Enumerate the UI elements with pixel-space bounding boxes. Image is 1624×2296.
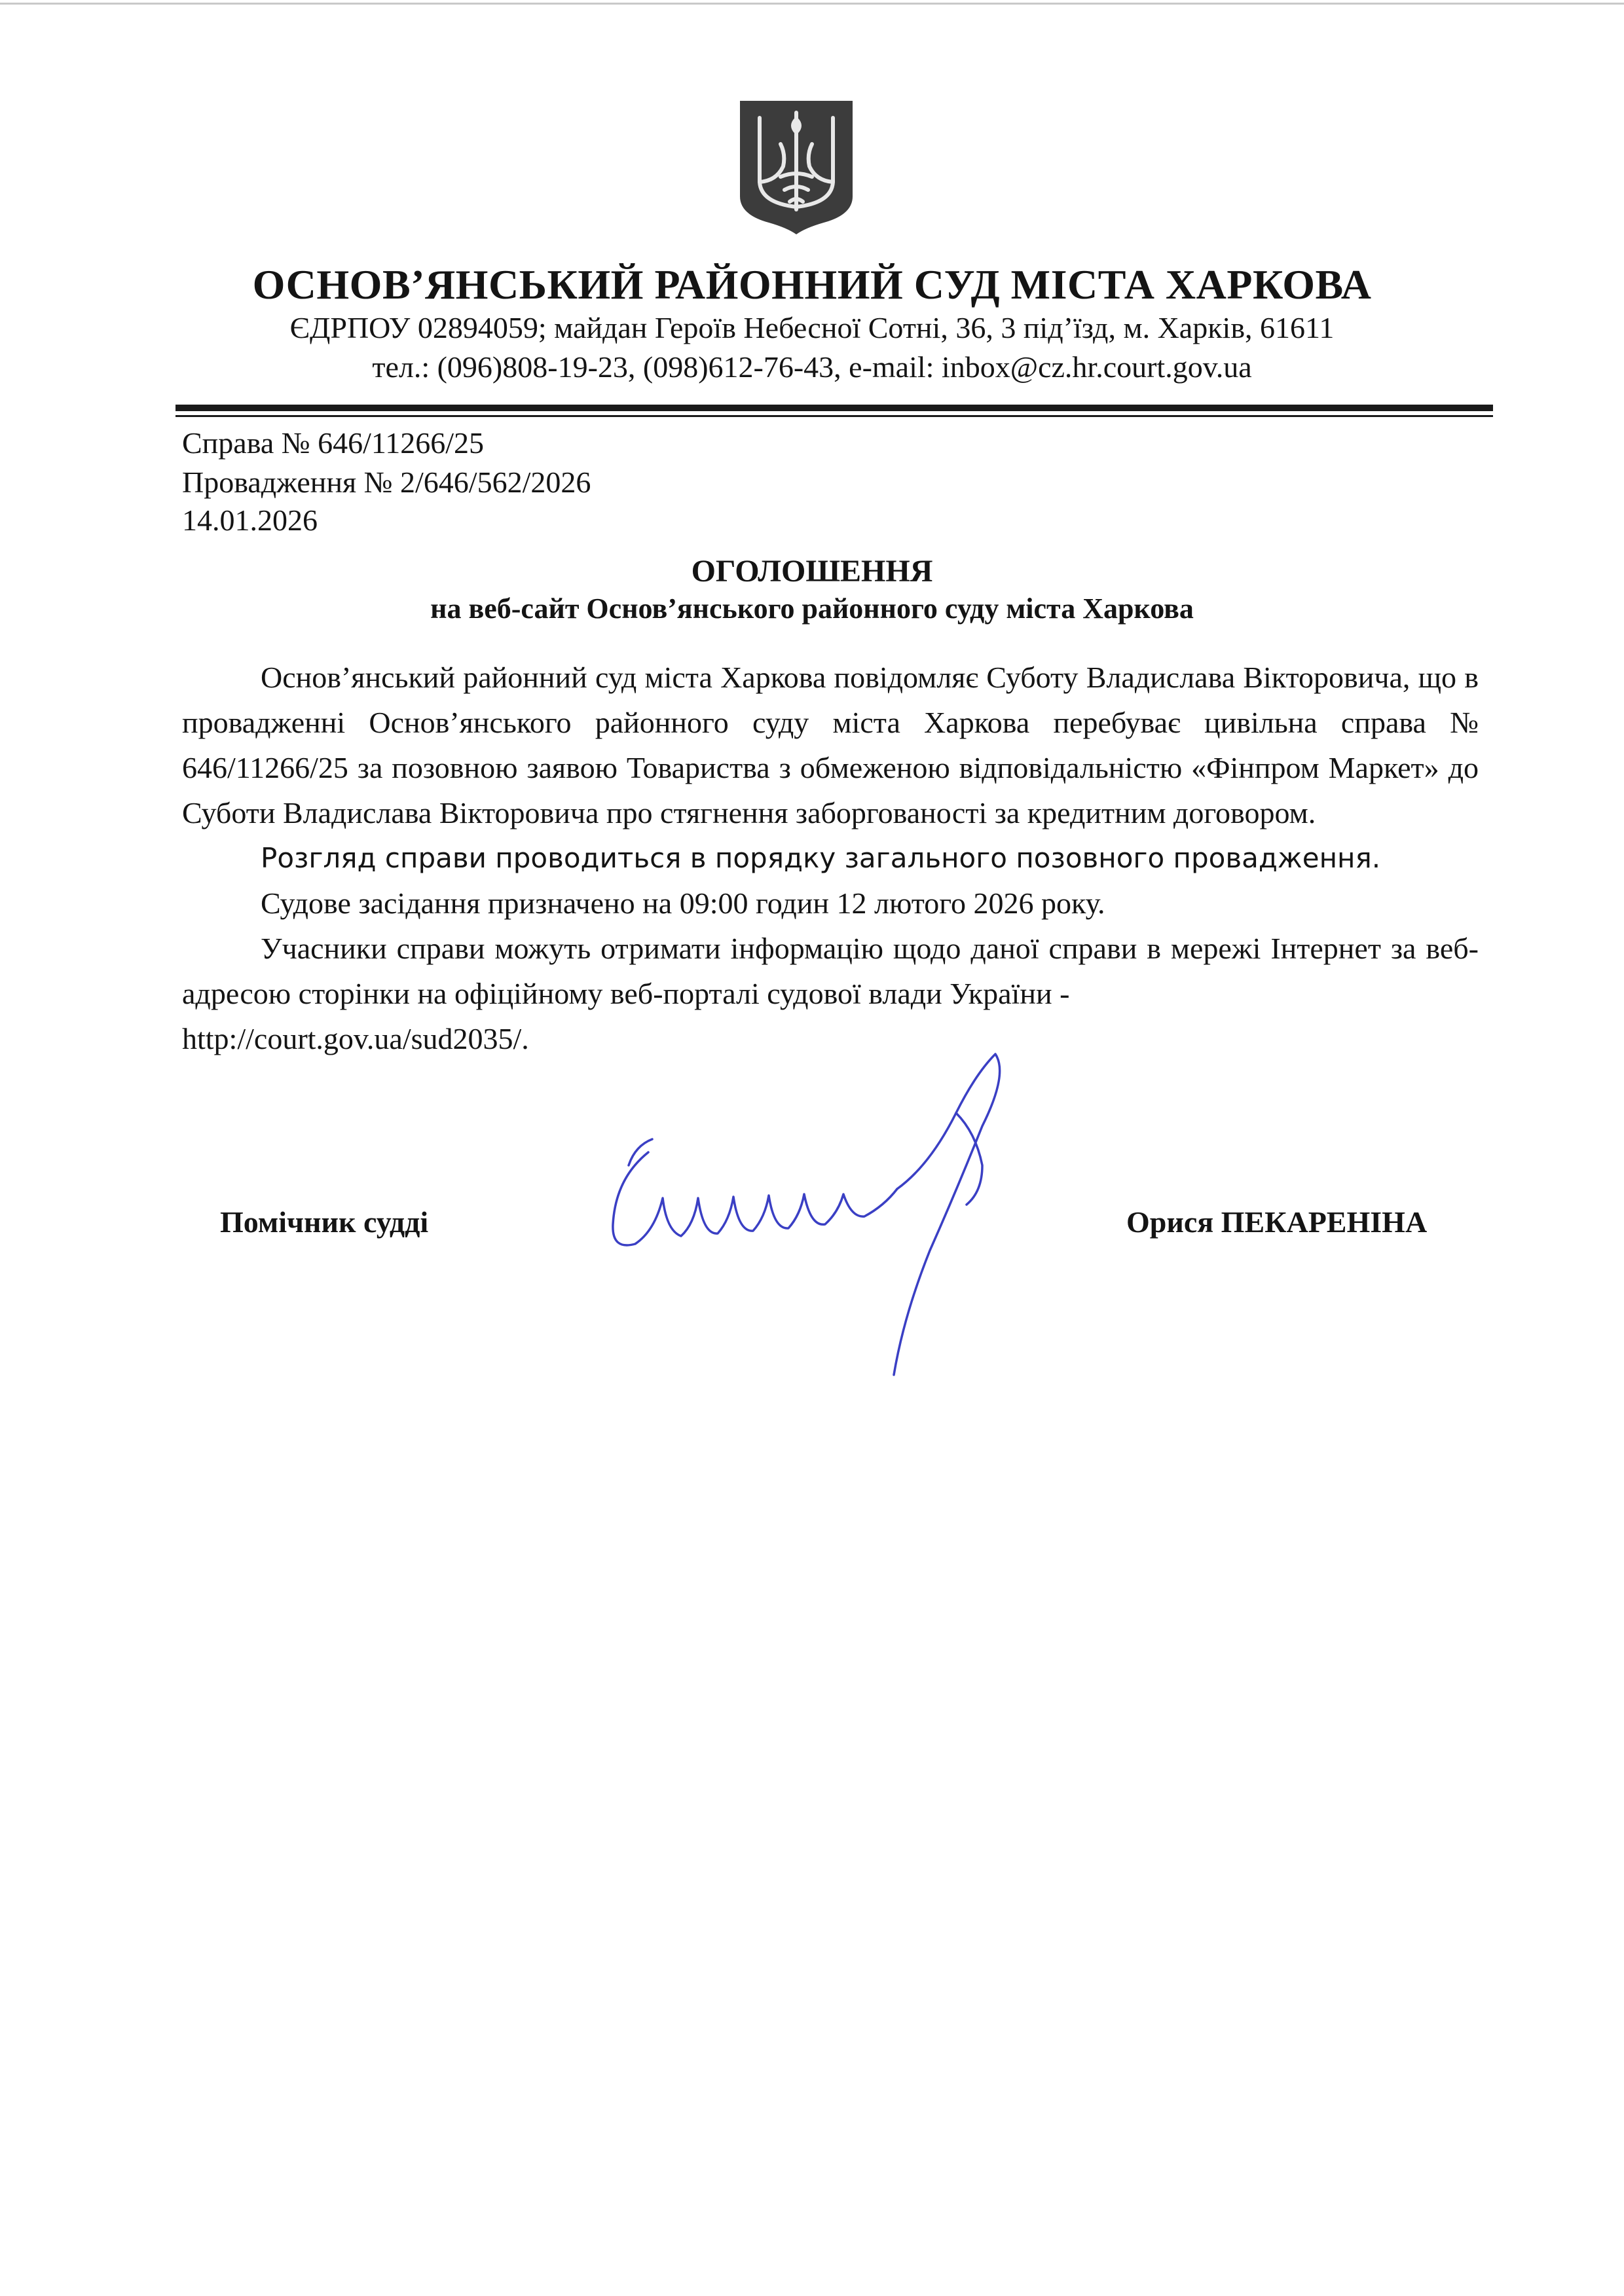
ukraine-trident-icon (737, 98, 855, 236)
signatory-position: Помічник судді (220, 1205, 429, 1239)
notice-subtitle: на веб-сайт Основ’янського районного суду міста Харкова (430, 592, 1194, 625)
handwritten-signature (589, 1034, 1087, 1401)
notice-body (182, 655, 1479, 1061)
scan-edge-line (0, 3, 1624, 5)
document-date: 14.01.2026 (182, 503, 318, 537)
body-paragraph-hearing: Судове засідання призначено на 09:00 годин 12 лютого 2026 року. (261, 886, 1105, 920)
header-divider-thick (175, 405, 1493, 411)
court-address-line: ЄДРПОУ 02894059; майдан Героїв Небесної Сотні, 36, 3 під’їзд, м. Харків, 61611 (289, 311, 1335, 344)
header-divider-thin (175, 415, 1493, 417)
signatory-name: Орися ПЕКАРЕНІНА (1126, 1205, 1428, 1239)
court-name-heading: ОСНОВ’ЯНСЬКИЙ РАЙОННИЙ СУД МІСТА ХАРКОВА (252, 261, 1372, 308)
court-portal-url: http://court.gov.ua/sud2035/. (182, 1022, 529, 1055)
body-paragraph-case: Основ’янський районний суд міста Харкова повідомляє Суботу Владислава Вікторовича, що в провадженні Основ’янського районного суду міста Харкова перебуває цивільна справа № 646/11266/25 за позовною заявою Товариства з обмеженою відповідальністю «Фінпром Маркет» до Суботи Владислава Вікторовича про стягнення заборгованості за кредитним договором. (182, 661, 1479, 829)
case-number: Справа № 646/11266/25 (182, 426, 484, 460)
body-paragraph-info: Учасники справи можуть отримати інформацію щодо даної справи в мережі Інтернет за веб-адресою сторінки на офіційному веб-порталі судової влади України - (182, 932, 1479, 1010)
proceeding-number: Провадження № 2/646/562/2026 (182, 465, 591, 499)
body-paragraph-procedure: Розгляд справи проводиться в порядку загального позовного провадження. (261, 842, 1381, 874)
court-contacts-line: тел.: (096)808-19-23, (098)612-76-43, e-mail: inbox@cz.hr.court.gov.ua (372, 350, 1252, 384)
notice-title: ОГОЛОШЕННЯ (691, 554, 933, 589)
